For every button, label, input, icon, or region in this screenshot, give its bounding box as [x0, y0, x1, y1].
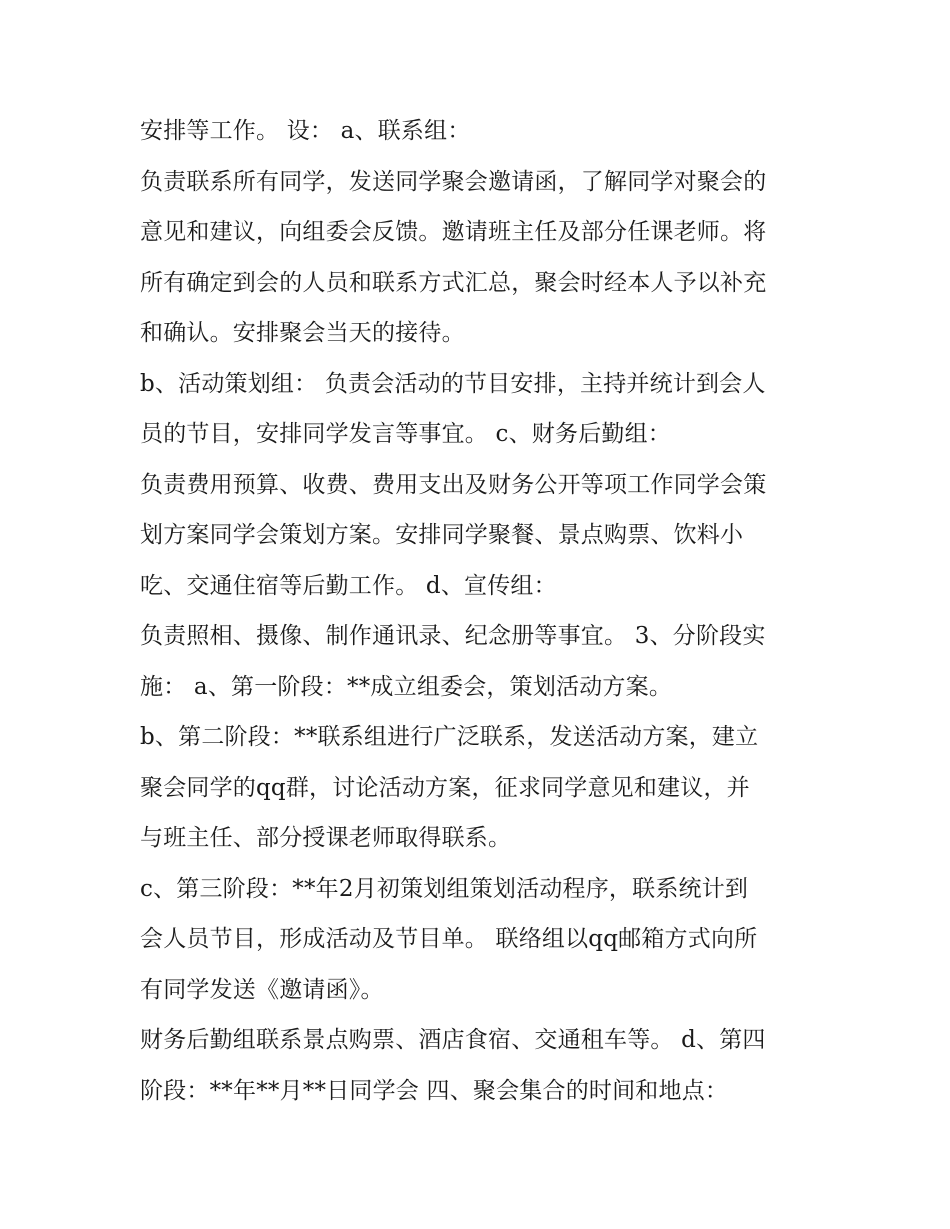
text-line-16: c、第三阶段：**年2月初策划组策划活动程序，联系统计到: [140, 875, 749, 902]
text-line-6: b、活动策划组： 负责会活动的节目安排，主持并统计到会人: [140, 370, 766, 397]
text-line-17: 会人员节目，形成活动及节目单。 联络组以qq邮箱方式向所: [140, 926, 758, 952]
text-line-18: 有同学发送《邀请函》。: [140, 976, 384, 1003]
text-line-4: 所有确定到会的人员和联系方式汇总，聚会时经本人予以补充: [140, 269, 767, 296]
text-line-3: 意见和建议，向组委会反馈。邀请班主任及部分任课老师。将: [140, 219, 767, 245]
text-line-10: 吃、交通住宿等后勤工作。 d、宣传组：: [140, 572, 557, 599]
text-line-2: 负责联系所有同学，发送同学聚会邀请函，了解同学对聚会的: [140, 168, 767, 195]
text-line-13: b、第二阶段：**联系组进行广泛联系，发送活动方案，建立: [140, 724, 759, 750]
document-body: [140, 106, 820, 1116]
text-line-19: 财务后勤组联系景点购票、酒店食宿、交通租车等。 d、第四: [140, 1027, 766, 1053]
text-line-7: 员的节目，安排同学发言等事宜。 c、财务后勤组：: [140, 421, 671, 447]
text-line-12: 施： a、第一阶段：**成立组委会，策划活动方案。: [140, 673, 673, 700]
text-line-5: 和确认。安排聚会当天的接待。: [140, 320, 465, 346]
text-line-20: 阶段：**年**月**日同学会 四、聚会集合的时间和地点：: [140, 1077, 729, 1104]
text-line-11: 负责照相、摄像、制作通讯录、纪念册等事宜。 3、分阶段实: [140, 623, 766, 649]
text-line-1: 安排等工作。 设： a、联系组：: [140, 118, 471, 144]
text-line-14: 聚会同学的qq群，讨论活动方案，征求同学意见和建议，并: [140, 774, 750, 801]
text-line-9: 划方案同学会策划方案。安排同学聚餐、景点购票、饮料小: [140, 522, 744, 548]
text-line-15: 与班主任、部分授课老师取得联系。: [140, 825, 512, 851]
text-line-8: 负责费用预算、收费、费用支出及财务公开等项工作同学会策: [140, 471, 767, 498]
